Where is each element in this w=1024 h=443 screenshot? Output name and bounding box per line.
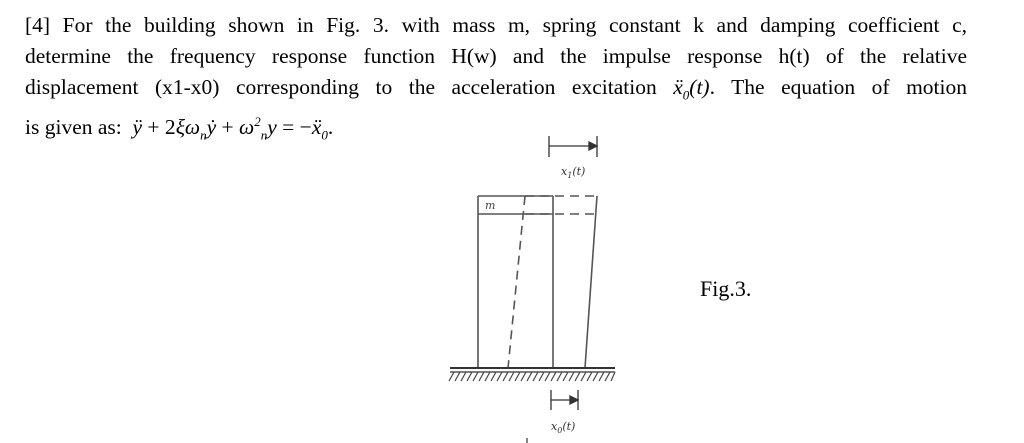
problem-line-2: determine the frequency response function H(w) and the impulse response h(t) of the relative (25, 44, 967, 68)
equation-of-motion: ÿ + $2\xi\omega_nẏ + \omega^2_ny$ = −ẍ$_0$. (127, 113, 334, 143)
excitation-expression: ẍ$_0$(t) (673, 75, 710, 103)
problem-line-4-text: is given as: (25, 115, 122, 139)
ground (449, 368, 615, 381)
top-displacement-label: $x_1(t)$ (561, 165, 586, 180)
base-displacement-arrow (551, 390, 578, 410)
top-displacement-arrow (549, 136, 597, 157)
deformed-column-right (585, 196, 597, 368)
ground-hatching (449, 372, 615, 381)
problem-line-1: [4] For the building shown in Fig. 3. with mass m, spring constant k and damping coefficient c, (25, 13, 967, 37)
problem-line-3-tail: . The equation of motion (709, 75, 967, 99)
base-displacement-label: $x_0(t)$ (551, 420, 576, 435)
undeformed-frame (478, 196, 553, 368)
mass-label: m (485, 199, 496, 212)
figure-caption: Fig.3. (700, 276, 752, 301)
problem-line-3-text: displacement (x1-x0) corresponding to the acceleration excitation (25, 75, 657, 99)
